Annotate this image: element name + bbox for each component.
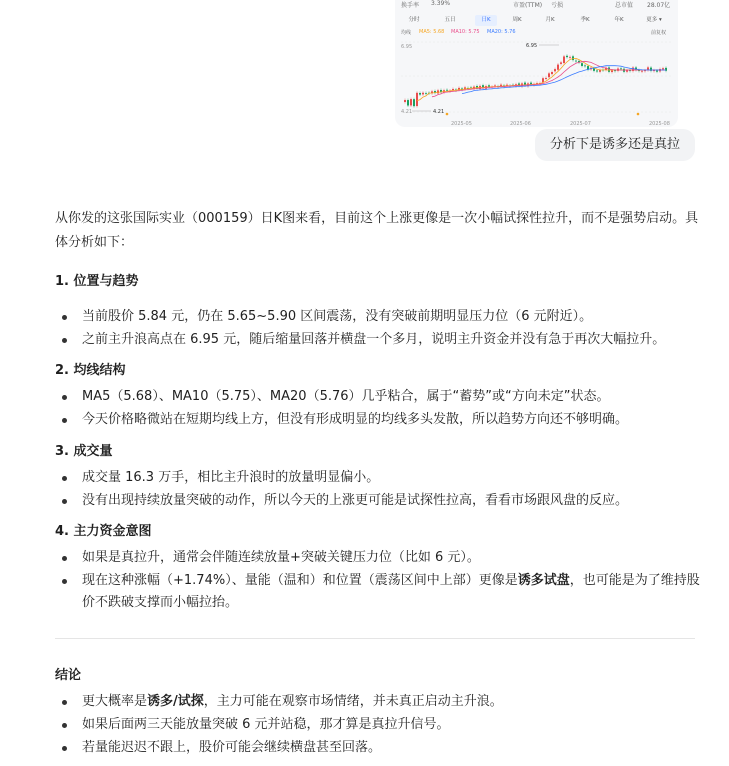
adjust-mode[interactable]: 前复权	[651, 30, 667, 36]
ma20-value: MA20: 5.76	[487, 29, 516, 35]
stat-label: 总市值	[615, 2, 634, 9]
bullet-dot	[62, 418, 67, 423]
candle-body	[545, 78, 547, 79]
text-run: ，也可能是为了维持股价不跌破支撑而小幅拉抬。	[82, 573, 700, 610]
bullet-dot	[62, 723, 67, 728]
tab-daily-k[interactable]: 日K	[475, 15, 497, 26]
list-item-text	[82, 691, 700, 713]
x-axis-label: 2025-08	[649, 121, 670, 127]
bullet-dot	[62, 395, 67, 400]
event-marker[interactable]	[637, 113, 640, 116]
list-item-text: 如果是真拉升，通常会伴随连续放量+突破关键压力位（比如 6 元）。	[82, 550, 480, 565]
stat-label: 市盈(TTM)	[513, 2, 543, 9]
candle-body	[626, 70, 628, 71]
candle-body	[557, 65, 559, 70]
high-annotation: 6.95	[526, 43, 538, 49]
candle-body	[542, 78, 544, 82]
list-item-text: 没有出现持续放量突破的动作，所以今天的上涨更可能是试探性拉高，看看市场跟风盘的反应。	[82, 493, 629, 508]
event-marker[interactable]	[446, 113, 449, 116]
candlesticks	[404, 54, 667, 107]
user-question-bubble: 分析下是诱多还是真拉	[535, 129, 695, 161]
candle-body	[410, 99, 412, 105]
candle-body	[566, 56, 568, 57]
kline-chart	[395, 36, 678, 127]
stock-stats-row	[395, 0, 678, 10]
bullet-dot	[62, 579, 67, 584]
conclusion-title: 结论	[55, 668, 82, 683]
bullet-dot	[62, 746, 67, 751]
section-title: 1. 位置与趋势	[55, 274, 139, 289]
section-divider	[55, 638, 695, 639]
candle-body	[494, 85, 496, 86]
emphasis-text: 诱多/试探	[147, 694, 204, 709]
candle-body	[641, 71, 643, 72]
ma10-value: MA10: 5.75	[451, 29, 480, 35]
section-title: 3. 成交量	[55, 444, 113, 459]
text-run: 现在这种涨幅（+1.74%）、量能（温和）和位置（震荡区间中上部）更像是	[82, 573, 518, 588]
list-item-text	[82, 570, 700, 614]
candle-body	[452, 89, 454, 90]
bullet-dot	[62, 315, 67, 320]
bullet-dot	[62, 476, 67, 481]
candle-body	[419, 93, 421, 95]
ma5-line	[417, 58, 666, 100]
list-item-text: 若量能迟迟不跟上，股价可能会继续横盘甚至回落。	[82, 740, 382, 755]
candle-body	[548, 73, 550, 77]
bullet-dot	[62, 338, 67, 343]
text-run: ，主力可能在观察市场情绪，并未真正启动主升浪。	[203, 694, 503, 709]
candle-body	[416, 93, 418, 106]
list-item-text: 今天价格略微站在短期均线上方，但没有形成明显的均线多头发散，所以趋势方向还不够明确。	[82, 412, 629, 427]
candle-body	[575, 61, 577, 62]
tab-intraday[interactable]: 分时	[408, 17, 420, 23]
x-axis-label: 2025-07	[570, 121, 591, 127]
answer-intro: 从你发的这张国际实业（000159）日K图来看，目前这个上涨更像是一次小幅试探性拉升，而不是强势启动。具体分析如下：	[55, 211, 699, 250]
candle-body	[596, 70, 598, 71]
candle-body	[551, 72, 553, 74]
section-title: 4. 主力资金意图	[55, 524, 152, 539]
candle-body	[656, 71, 658, 72]
stat-value: 亏损	[551, 2, 564, 9]
candle-body	[425, 93, 427, 94]
candle-body	[662, 68, 664, 69]
bullet-dot	[62, 499, 67, 504]
candle-body	[560, 62, 562, 64]
tab-five-day[interactable]: 五日	[444, 17, 456, 23]
y-axis-low-label: 4.21	[401, 109, 413, 115]
tab-more-label: 更多	[646, 17, 658, 23]
section-title: 2. 均线结构	[55, 363, 126, 378]
bullet-dot	[62, 700, 67, 705]
candle-body	[563, 56, 565, 63]
tab-more[interactable]	[641, 15, 667, 26]
candle-body	[611, 71, 613, 73]
ma-legend-title: 均线	[401, 30, 412, 36]
y-axis-top-label: 6.95	[401, 44, 413, 50]
tab-monthly-k[interactable]: 月K	[545, 17, 555, 23]
list-item-text: 之前主升浪高点在 6.95 元，随后缩量回落并横盘一个多月，说明主升资金并没有急于再次大幅拉升。	[82, 332, 666, 347]
candle-body	[584, 65, 586, 66]
candle-body	[620, 68, 622, 69]
candle-body	[422, 93, 424, 95]
tab-quarterly-k[interactable]: 季K	[580, 17, 590, 23]
stat-label: 换手率	[401, 2, 420, 9]
ma5-value: MA5: 5.68	[419, 29, 445, 35]
stat-value: 28.07亿	[647, 2, 671, 9]
list-item-text: MA5（5.68）、MA10（5.75）、MA20（5.76）几乎粘合，属于“蓄势”或“方向未定”状态。	[82, 389, 610, 404]
candle-body	[407, 100, 409, 105]
emphasis-text: 诱多试盘	[517, 573, 570, 588]
bullet-dot	[62, 556, 67, 561]
chevron-down-icon: ▾	[657, 17, 662, 23]
list-item-text: 成交量 16.3 万手，相比主升浪时的放量明显偏小。	[82, 470, 380, 485]
stat-value: 3.39%	[431, 0, 451, 7]
candle-body	[581, 63, 583, 66]
candle-body	[569, 57, 571, 58]
candle-body	[608, 67, 610, 71]
low-annotation: 4.21	[433, 109, 445, 115]
candle-body	[404, 100, 406, 102]
candle-body	[644, 70, 646, 71]
x-axis-label: 2025-06	[510, 121, 531, 127]
tab-yearly-k[interactable]: 年K	[614, 17, 624, 23]
text-run: 更大概率是	[82, 694, 148, 709]
candle-body	[446, 90, 448, 91]
candle-body	[413, 99, 415, 106]
list-item-text: 当前股价 5.84 元，仍在 5.65~5.90 区间震荡，没有突破前期明显压力位（6 元附近）。	[82, 309, 593, 324]
list-item-text: 如果后面两三天能放量突破 6 元并站稳，那才算是真拉升信号。	[82, 717, 450, 732]
stock-chart-card	[395, 0, 678, 127]
period-tabs	[395, 15, 678, 27]
x-axis-label: 2025-05	[451, 121, 472, 127]
candle-body	[632, 68, 634, 72]
candle-body	[554, 69, 556, 71]
tab-weekly-k[interactable]: 周K	[512, 17, 522, 23]
